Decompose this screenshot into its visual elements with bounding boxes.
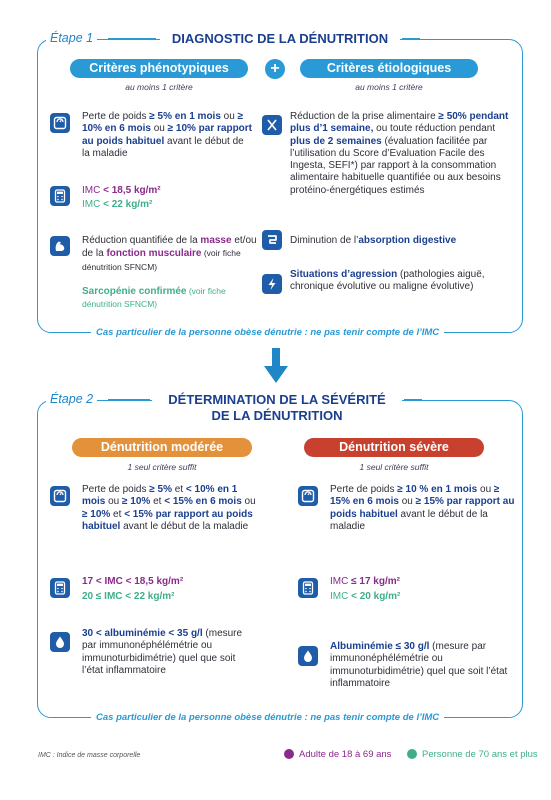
text: (pathologies aiguë, chronique évolutive ou maligne évolutive) xyxy=(290,269,485,293)
text: ou xyxy=(241,496,256,508)
drop-icon xyxy=(50,632,70,652)
text: ≥ 15% par rapport au poids habituel xyxy=(330,496,515,520)
intestine-icon xyxy=(262,230,282,250)
text: ou xyxy=(105,496,123,508)
etio-intake-reduction xyxy=(290,111,515,197)
text: ≥ 5% en 1 mois xyxy=(149,111,221,122)
step2-title-rule-left xyxy=(108,399,150,401)
text: et xyxy=(172,484,186,495)
text: (voir fiche dénutrition SFNCM) xyxy=(82,248,241,272)
down-arrow-icon xyxy=(264,348,288,384)
drop-icon xyxy=(298,646,318,666)
text: ≥ 5% xyxy=(149,484,172,495)
imc-definition: IMC : Indice de masse corporelle xyxy=(38,752,141,759)
text: (mesure par immunonéphélémétrie ou immunoturbidimétrie) quel que soit l’état inflammatoire xyxy=(82,628,243,676)
pheno-sarcopenia xyxy=(82,285,252,312)
text: masse xyxy=(200,235,232,246)
scale-icon xyxy=(298,486,318,506)
pheno-muscle xyxy=(82,235,257,274)
text: IMC xyxy=(82,185,104,196)
moderate-imc-senior xyxy=(82,591,257,603)
text: (évaluation facilitée par l’utilisation du Score d’Evaluation Facile des Ingesta, SEFI*) par rapport à la consommation alimentaire habituelle quantifiée ou aux besoins protéino-énergétiques estimés xyxy=(290,135,501,196)
text: absorption digestive xyxy=(358,235,457,246)
etio-pill: Critères étiologiques xyxy=(300,59,478,78)
text: 20 ≤ IMC < 22 kg/m² xyxy=(82,591,175,602)
legend-adult-dot xyxy=(284,749,294,759)
text: avant le début de la maladie xyxy=(120,520,249,532)
text: plus de 2 semaines xyxy=(290,135,382,147)
text: < 18,5 kg/m² xyxy=(103,185,161,196)
scale-icon xyxy=(50,486,70,506)
step2-title-rule-right xyxy=(404,399,422,401)
pheno-subtitle: au moins 1 critère xyxy=(125,82,193,92)
pheno-weight-loss xyxy=(82,111,252,160)
step1-label: Étape 1 xyxy=(46,31,97,45)
etio-aggression xyxy=(290,269,515,294)
text: 30 < albuminémie < 35 g/l xyxy=(82,628,203,639)
step1-title: DIAGNOSTIC DE LA DÉNUTRITION xyxy=(160,31,400,46)
text: < 15% en 6 mois xyxy=(164,496,242,508)
step2-label: Étape 2 xyxy=(46,392,97,406)
step1-obese-note: Cas particulier de la personne obèse dénutrie : ne pas tenir compte de l’IMC xyxy=(91,327,444,338)
moderate-imc-adult xyxy=(82,576,257,588)
text: Albuminémie ≤ 30 g/l xyxy=(330,641,430,652)
text: ≥ 10% par rapport au poids habituel xyxy=(82,123,253,147)
calculator-icon xyxy=(50,186,70,206)
step2-title-line2: DE LA DÉNUTRITION xyxy=(175,408,379,423)
text: ≤ 17 kg/m² xyxy=(351,576,400,587)
moderate-albumin xyxy=(82,628,257,677)
text: < 20 kg/m² xyxy=(351,591,401,602)
text: fonction musculaire xyxy=(106,248,202,260)
text: ≥ 10 % en 1 mois xyxy=(397,484,478,495)
text: ≥ 10% xyxy=(122,496,151,508)
text: (voir fiche dénutrition SFNCM) xyxy=(82,286,226,310)
text: < 15% par rapport au poids habituel xyxy=(82,508,253,532)
step1-title-rule-left xyxy=(108,38,156,40)
text: ou toute réduction pendant xyxy=(373,123,496,135)
text: IMC xyxy=(330,591,352,602)
moderate-pill: Dénutrition modérée xyxy=(72,438,252,457)
text: ≥ 50% pendant plus d’1 semaine, xyxy=(290,111,509,135)
text: Perte de poids xyxy=(82,111,150,122)
text: et xyxy=(150,496,165,508)
text: Réduction quantifiée de la xyxy=(82,235,201,246)
plus-icon xyxy=(265,59,285,79)
pheno-imc-senior xyxy=(82,199,252,211)
text: ≥ 10% en 6 mois xyxy=(82,111,244,135)
text: ≥ 10% xyxy=(82,508,111,520)
text: Sarcopénie confirmée xyxy=(82,286,187,297)
severe-imc-adult xyxy=(330,576,510,588)
text: ou xyxy=(150,123,168,135)
text: IMC xyxy=(330,576,352,587)
text: 17 < IMC < 18,5 kg/m² xyxy=(82,576,184,587)
pheno-pill: Critères phénotypiques xyxy=(70,59,248,78)
severe-subtitle: 1 seul critère suffit xyxy=(359,462,429,472)
moderate-weight-loss xyxy=(82,484,257,533)
text: < 22 kg/m² xyxy=(103,199,153,210)
text: et xyxy=(110,508,125,520)
etio-absorption xyxy=(290,235,515,247)
legend-adult-label: Adulte de 18 à 69 ans xyxy=(299,749,392,760)
step2-title-line1: DÉTERMINATION DE LA SÉVÉRITÉ xyxy=(152,392,402,407)
calculator-icon xyxy=(298,578,318,598)
moderate-subtitle: 1 seul critère suffit xyxy=(127,462,197,472)
text: IMC xyxy=(82,199,104,210)
utensils-icon xyxy=(262,115,282,135)
muscle-icon xyxy=(50,236,70,256)
text: Réduction de la prise alimentaire xyxy=(290,111,439,122)
scale-icon xyxy=(50,113,70,133)
text: Diminution de l’ xyxy=(290,235,359,246)
text: ou xyxy=(398,496,416,508)
lightning-icon xyxy=(262,274,282,294)
step2-obese-note: Cas particulier de la personne obèse dénutrie : ne pas tenir compte de l’IMC xyxy=(91,712,444,723)
text: avant le début de la maladie xyxy=(82,135,244,159)
severe-pill: Dénutrition sévère xyxy=(304,438,484,457)
text: ≥ 15% en 6 mois xyxy=(330,484,500,508)
text: avant le début de la maladie xyxy=(330,508,488,532)
text: ou xyxy=(220,111,238,122)
text: (mesure par immunonéphélémétrie ou immunoturbidimétrie) quel que soit l’état inflammatoire xyxy=(330,641,508,689)
legend-senior-dot xyxy=(407,749,417,759)
text: et/ou de la xyxy=(82,235,257,260)
text: Situations d’agression xyxy=(290,269,398,280)
plus-sign: + xyxy=(270,60,280,77)
etio-subtitle: au moins 1 critère xyxy=(355,82,423,92)
calculator-icon xyxy=(50,578,70,598)
step1-title-rule-right xyxy=(402,38,420,40)
text: Perte de poids xyxy=(82,484,150,495)
severe-albumin xyxy=(330,641,515,690)
pheno-imc-adult xyxy=(82,185,252,197)
text: Perte de poids xyxy=(330,484,398,495)
text: ou xyxy=(477,484,494,495)
legend-senior-label: Personne de 70 ans et plus xyxy=(422,749,538,760)
severe-weight-loss xyxy=(330,484,515,533)
text: < 10% en 1 mois xyxy=(82,484,238,508)
severe-imc-senior xyxy=(330,591,510,603)
